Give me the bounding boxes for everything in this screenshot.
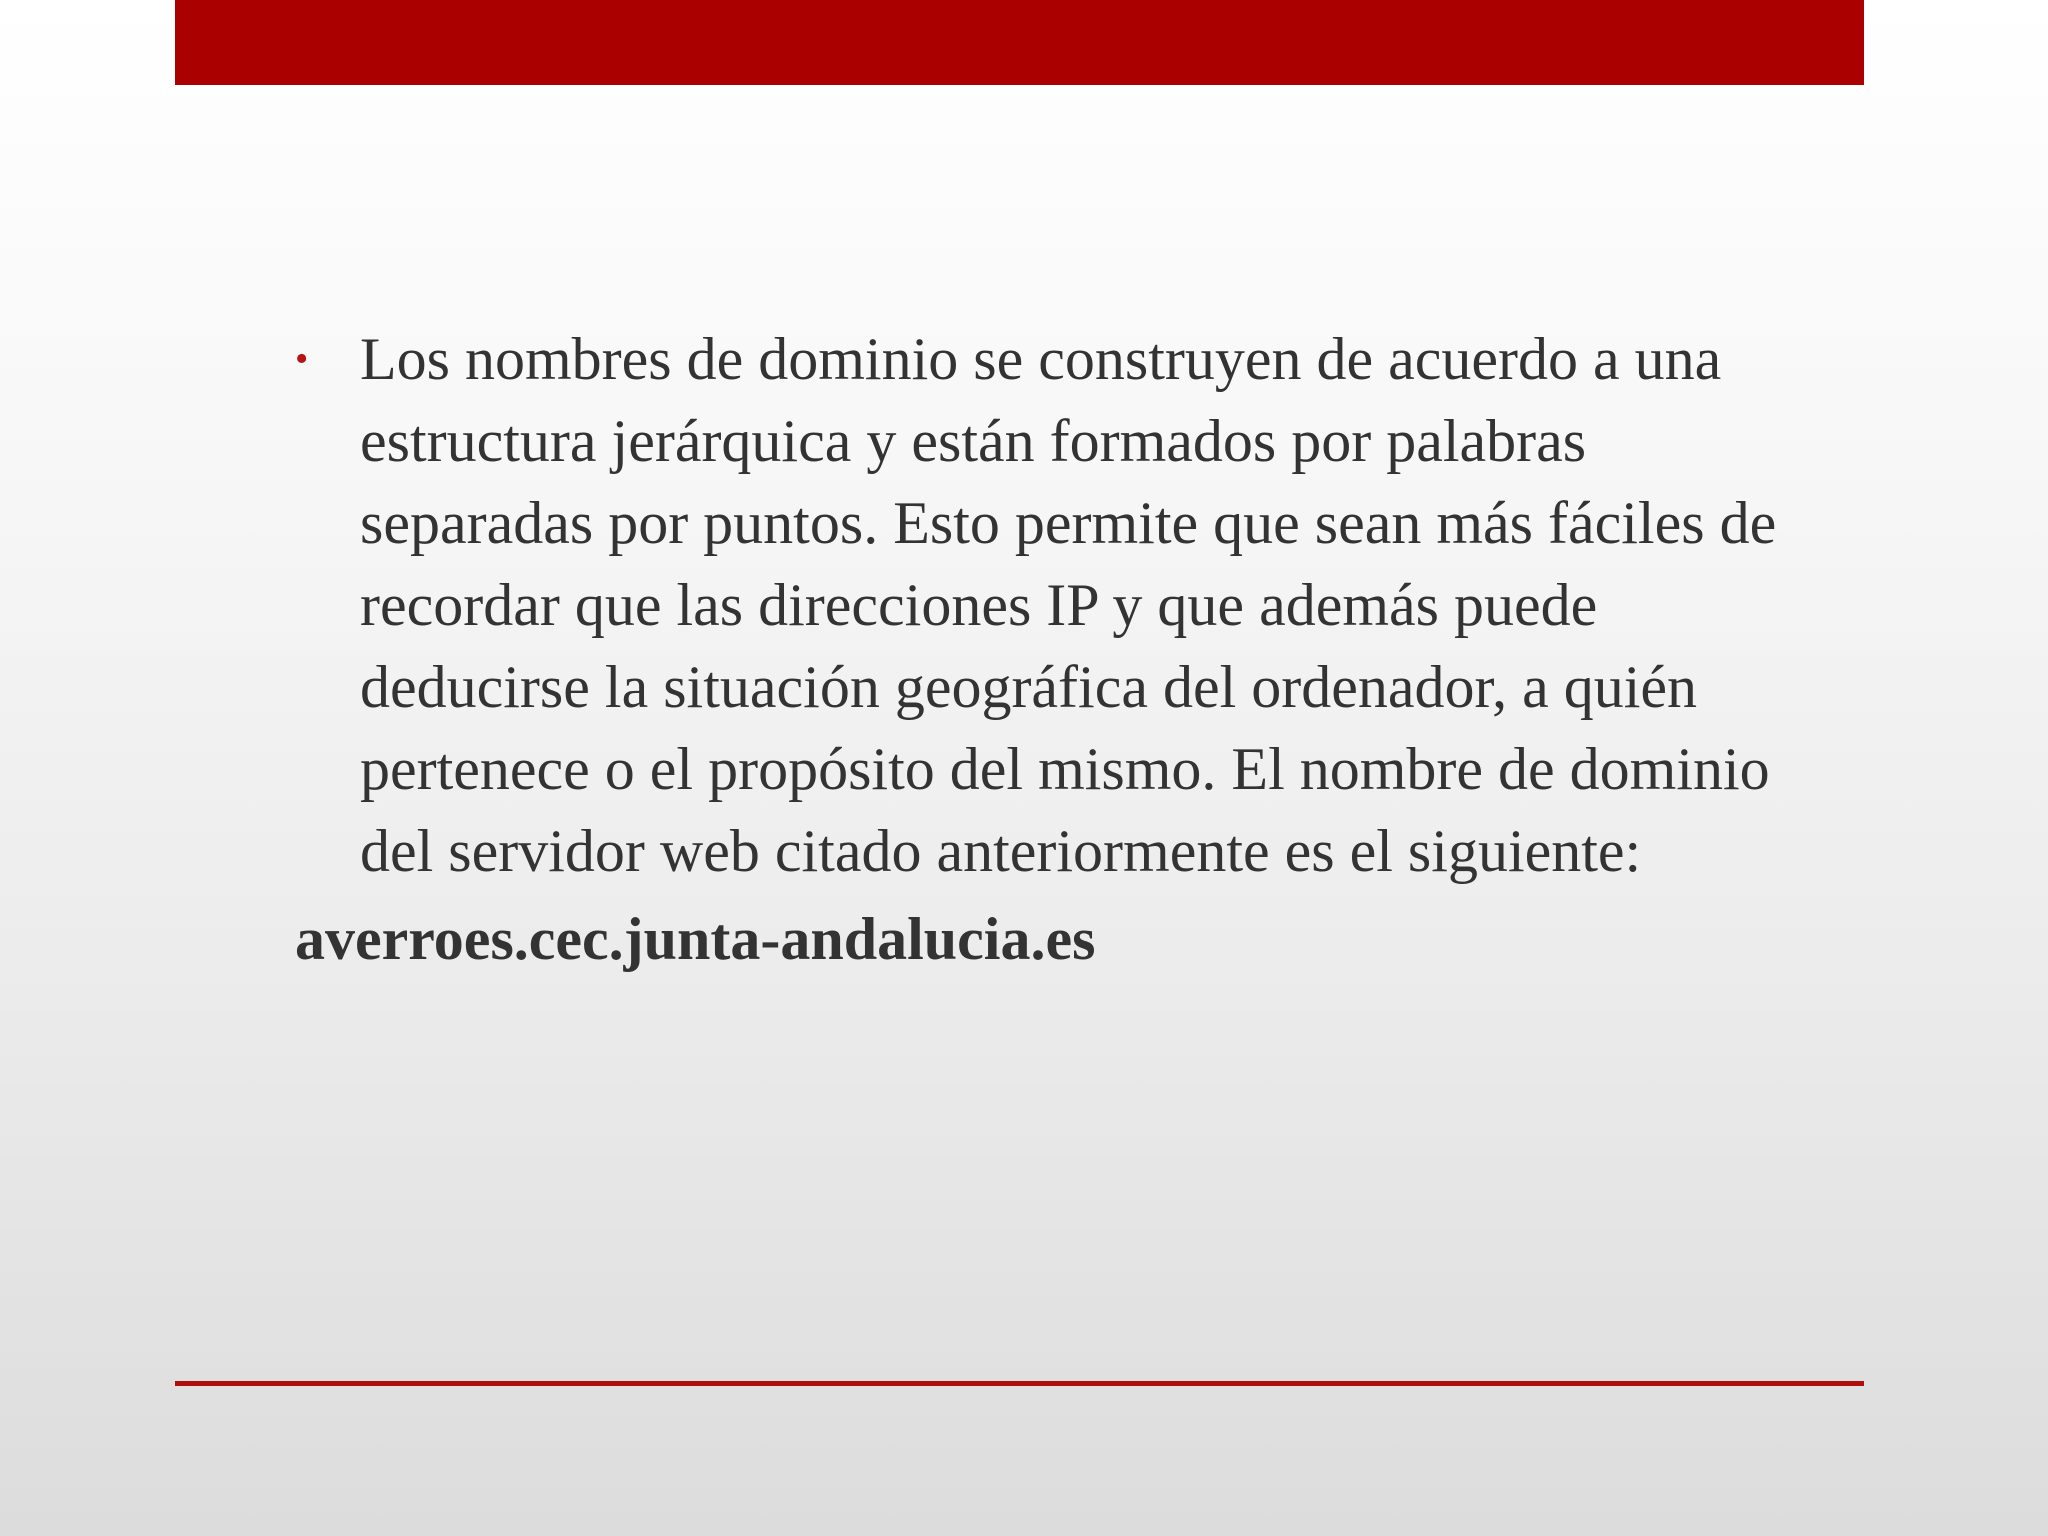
bottom-divider [175,1381,1864,1386]
bullet-paragraph: Los nombres de dominio se construyen de acuerdo a una estructura jerárquica y están formados por palabras separadas por puntos. Esto permite que sean más fáciles de recordar que las direcciones IP y que además puede deducirse la situación geográfica del ordenador, a quién pertenece o el propósito del mismo. El nombre de dominio del servidor web citado anteriormente es el siguiente: [360,326,1777,884]
slide-content [295,318,1815,980]
top-accent-band [175,0,1864,85]
bullet-item [295,318,1820,892]
domain-name-text: averroes.cec.junta-andalucia.es [295,906,1096,972]
bullet-icon: • [295,338,309,380]
